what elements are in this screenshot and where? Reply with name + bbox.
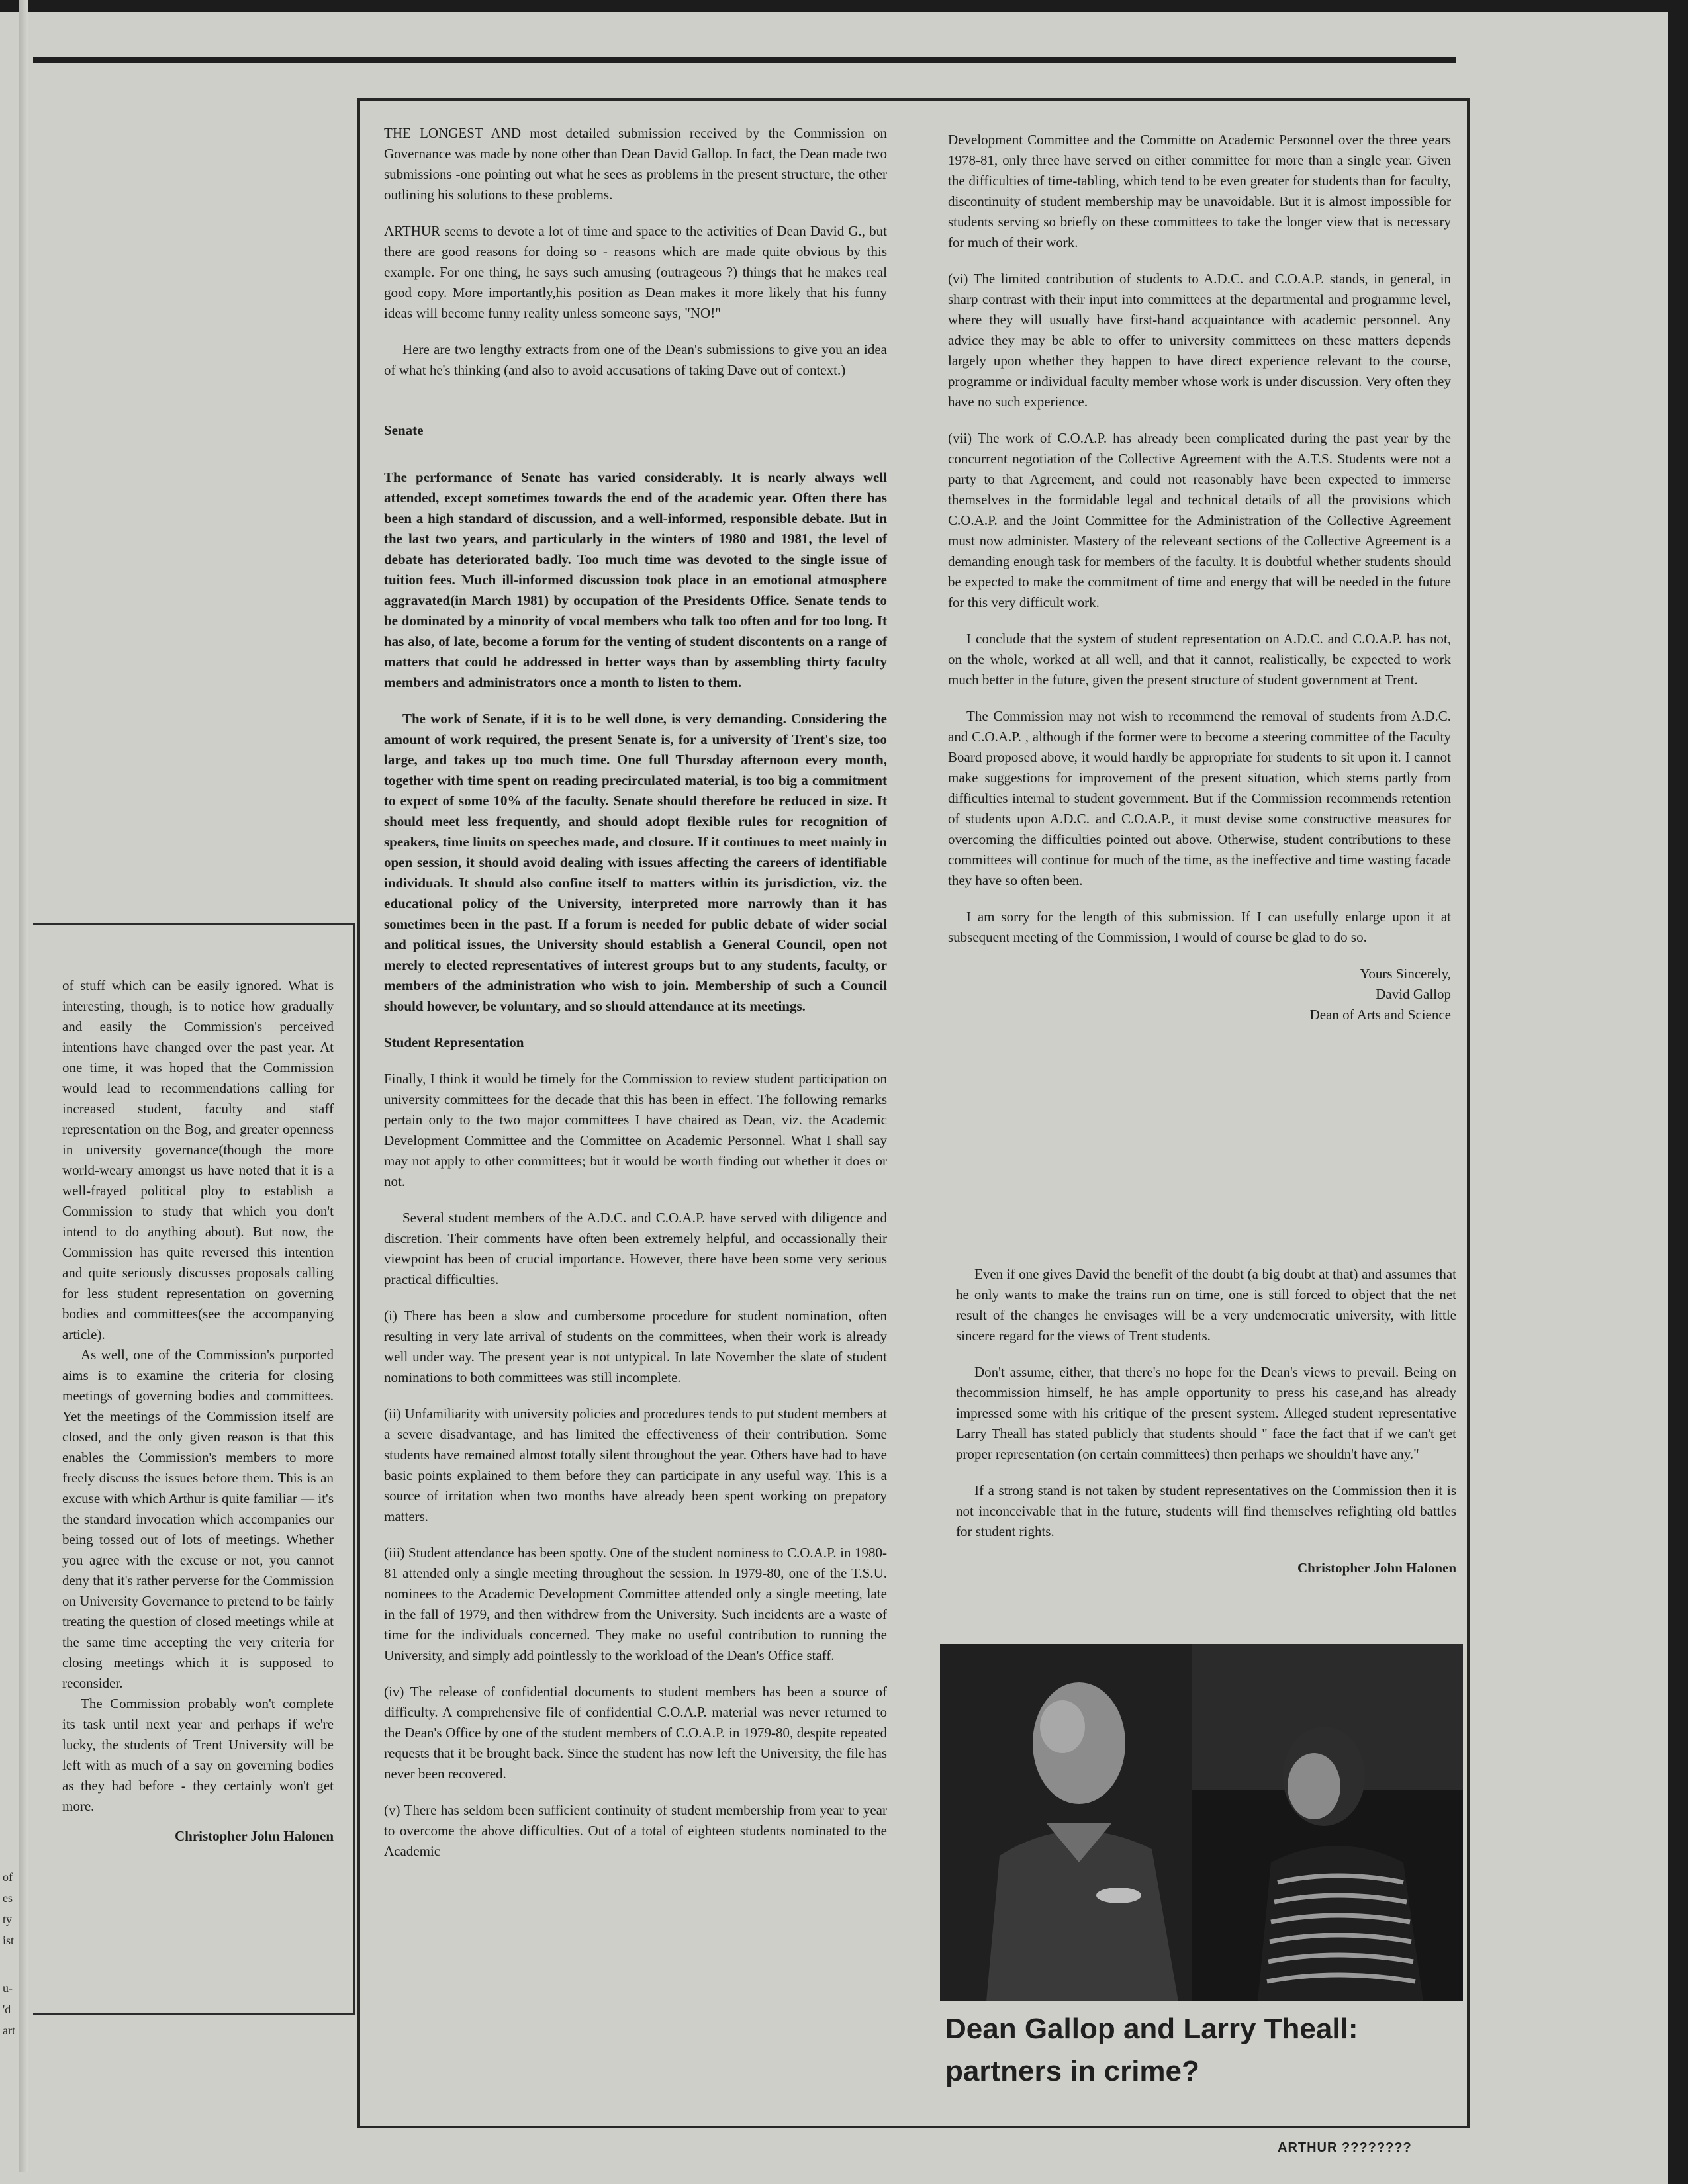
commentary-paragraph: Even if one gives David the benefit of the doubt (a big doubt at that) and assumes that he only wants to make the trains run on time, one is still forced to object that the net result of the changes he envisages will be a very undemocratic university, with little sincere regard for the views of Trent students. xyxy=(956,1266,1456,1343)
sidebar-byline: Christopher John Halonen xyxy=(175,1828,334,1844)
signoff-line: David Gallop xyxy=(1376,986,1451,1002)
senate-paragraph: The performance of Senate has varied considerably. It is nearly always well attended, except sometimes towards the end of the academic year. Often there has been a high standard of discussion, and a well-informed, responsible debate. But in the last two years, and particularly in the winters of 1980 and 1981, the level of debate has deteriorated badly. Too much time was devoted to the single issue of tuition fees. Much ill-informed discussion took place in an emotional atmosphere aggravated(in March 1981) by occupation of the Presidents Office. Senate tends to be dominated by a minority of vocal members who talk too often and for too long. It has also, of late, become a forum for the venting of student discontents on a range of matters that could be addressed in better ways than by assembling thirty faculty members and administrators once a month to listen to them. xyxy=(384,469,887,690)
page-footer: ARTHUR ???????? xyxy=(1278,2140,1412,2155)
sidebar-column xyxy=(62,976,334,1846)
edge-mark: ty xyxy=(3,1913,13,1926)
student-representation-heading: Student Representation xyxy=(384,1034,524,1050)
column-2-paragraph: I conclude that the system of student representation on A.D.C. and C.O.A.P. has not, on the whole, worked at all well, and that it cannot, realistically, be expected to work much better in the future, given the present structure of student government at Trent. xyxy=(948,631,1451,688)
column-2-paragraph: The Commission may not wish to recommend the removal of students from A.D.C. and C.O.A.P. , although if the former were to become a steering committee of the Faculty Board proposed above, it would hardly be appropriate for students to sit upon it. I cannot make suggestions for improvement of the present situation, which stems partly from difficulties internal to student government. But if the Commission recommends retention of students upon A.D.C. and C.O.A.P., it must devise some constructive measures for overcoming the difficulties pointed out above. Otherwise, student contributions to these committees will continue for much of the time, as the ineffective and time wasting facade they have so often been. xyxy=(948,708,1451,888)
signoff-line: Dean of Arts and Science xyxy=(1309,1007,1451,1023)
edge-marks xyxy=(3,1866,29,2041)
student-paragraph: (v) There has seldom been sufficient continuity of student membership from year to year to overcome the above difficulties. Out of a total of eighteen students nominated to the Academic xyxy=(384,1802,887,1859)
senate-section xyxy=(384,467,887,1017)
intro-paragraph: THE LONGEST AND most detailed submission received by the Commission on Governance was made by none other than Dean David Gallop. In fact, the Dean made two submissions -one pointing out what he sees as problems in the present structure, the other outlining his solutions to these problems. xyxy=(384,125,887,203)
sidebar-paragraph: As well, one of the Commission's purported aims is to examine the criteria for closing meetings of governing bodies and committees. Yet the meetings of the Commission itself are closed, and the only given reason is that this enables the Commission's members to more freely discuss the issues before them. This is an excuse with which Arthur is quite familiar — it's the standard invocation which accompanies our being tossed out of lots of meetings. Whether you agree with the excuse or not, you cannot deny that it's rather perverse for the Commission on University Governance to pretend to be fairly treating the question of closed meetings while at the same time accepting the very criteria for closing meetings which it is supposed to reconsider. xyxy=(62,1347,334,1691)
student-paragraph: (ii) Unfamiliarity with university policies and procedures tends to put student members at a severe disadvantage, and has limited the effectiveness of their contribution. Some students have remained almost totally silent throughout the year. Others have had to have basic points explained to them before they can participate in any useful way. This is a source of irritation when two months have already been spent working on prepatory matters. xyxy=(384,1406,887,1524)
edge-mark: es xyxy=(3,1891,13,1905)
column-2-paragraph: Development Committee and the Committe on Academic Personnel over the three years 1978-81, only three have served on either committee for more than a single year. Given the difficulties of time-tabling, which tend to be even greater for students than for faculty, discontinuity of student membership may be unavoidable. But it is almost impossible for students serving so briefly on these committees to take the longer view that is necessary for much of their work. xyxy=(948,132,1451,250)
senate-heading: Senate xyxy=(384,422,424,438)
column-2-paragraph: (vi) The limited contribution of students to A.D.C. and C.O.A.P. stands, in general, in sharp contrast with their input into committees at the departmental and programme level, where they will usually have first-hand acquaintance with academic personnel. Any advice they may be able to offer to university committees on these matters depends largely upon whether they happen to have direct experience relevant to the course, programme or individual faculty member whose work is under discussion. Very often they have no such experience. xyxy=(948,271,1451,410)
column-2-paragraph: (vii) The work of C.O.A.P. has already been complicated during the past year by the concurrent negotiation of the Collective Agreement with the A.T.S. Students were not a party to that Agreement, and could not reasonably have been expected to immerse themselves in the formidable legal and technical details of all the provisions which C.O.A.P. and the Joint Committee for the Administration of the Collective Agreement must now administer. Mastery of the releveant sections of the Collective Agreement is a demanding enough task for members of the faculty. It is doubtful whether students should be expected to make the commitment of time and energy that will be needed in the future for this very difficult work. xyxy=(948,430,1451,610)
edge-mark: ist xyxy=(3,1934,15,1947)
student-paragraph: (iii) Student attendance has been spotty. One of the student nominess to C.O.A.P. in 1980-81 attended only a single meeting throughout the session. In 1979-80, one of the T.S.U. nominees to the Academic Development Committee attended only a single meeting, late in the fall of 1979, and then withdrew from the University. Such incidents are a waste of time for the individuals concerned. They make no useful contribution to running the University, and simply add pointlessly to the workload of the Dean's Office staff. xyxy=(384,1545,887,1663)
signoff-line: Yours Sincerely, xyxy=(1360,966,1451,981)
student-paragraph: (iv) The release of confidential documents to student members has been a source of difficulty. A comprehensive file of confidential C.O.A.P. material was never returned to the Dean's Office by one of the student members of C.O.A.P. in 1979-80, despite repeated requests that it be brought back. Since the student has now left the University, the file has never been recovered. xyxy=(384,1684,887,1782)
edge-mark: of xyxy=(3,1870,13,1884)
student-paragraph: Several student members of the A.D.C. and C.O.A.P. have served with diligence and discretion. Their comments have often been extremely helpful, and occassionally their viewpoint has been of crucial importance. However, there have been some very serious practical difficulties. xyxy=(384,1210,887,1287)
edge-mark: art xyxy=(3,2024,15,2037)
top-rule xyxy=(33,57,1456,63)
signature-block xyxy=(948,964,1451,1025)
intro-paragraph: Here are two lengthy extracts from one of the Dean's submissions to give you an idea of what he's thinking (and also to avoid accusations of taking Dave out of context.) xyxy=(384,341,887,378)
commentary-byline: Christopher John Halonen xyxy=(1297,1560,1456,1576)
column-3 xyxy=(956,1264,1456,1578)
column-2 xyxy=(948,130,1451,1025)
edge-mark: u- xyxy=(3,1981,13,1995)
commentary-paragraph: If a strong stand is not taken by student representatives on the Commission then it is not inconceivable that in the future, students will find themselves refighting old battles for student rights. xyxy=(956,1482,1456,1539)
photo-caption: Dean Gallop and Larry Theall: partners in crime? xyxy=(945,2013,1358,2087)
sidebar-paragraph: of stuff which can be easily ignored. What is interesting, though, is to notice how gradually and easily the Commission's perceived intentions have changed over the past year. At one time, it was hoped that the Commission would lead to recommendations calling for increased student, faculty and staff representation on the Bog, and greater openness in university governance(though the more world-weary amongst us have noted that it is a well-frayed political ploy to establish a Commission to study that which you don't intend to do anything about). But now, the Commission has quite reversed this intention and quite seriously discusses proposals calling for less student representation on governing bodies and committees(see the accompanying article). xyxy=(62,978,334,1342)
student-paragraph: Finally, I think it would be timely for the Commission to review student participation on university committees for the decade that this has been in effect. The following remarks pertain only to the two major committees I have chaired as Dean, viz. the Academic Development Committee and the Committee on Academic Personnel. What I shall say may not apply to other committees; but it would be worth finding out whether it does or not. xyxy=(384,1071,887,1189)
edge-mark: 'd xyxy=(3,2003,11,2016)
photo xyxy=(940,1644,1463,2001)
commentary-paragraph: Don't assume, either, that there's no hope for the Dean's views to prevail. Being on thecommission himself, he has ample opportunity to press his case,and has already impressed some with his critique of the present system. Alleged student representative Larry Theall has stated publicly that students should " face the fact that if we can't get proper representation (on certain committees) then perhaps we shouldn't have any." xyxy=(956,1364,1456,1462)
photo-image xyxy=(940,1644,1463,2001)
senate-paragraph: The work of Senate, if it is to be well done, is very demanding. Considering the amount of work required, the present Senate is, for a university of Trent's size, too large, and takes up too much time. One full Thursday afternoon every month, together with time spent on reading precirculated material, is too big a commitment to expect of some 10% of the faculty. Senate should therefore be reduced in size. It should meet less frequently, and should adopt flexible rules for recognition of speakers, time limits on speeches made, and closure. If it continues to meet mainly in open session, it should avoid dealing with issues affecting the careers of identifiable individuals. It should also confine itself to matters within its jurisdiction, viz. the educational policy of the University, interpreted more narrowly than it has sometimes been in the past. If a forum is needed for public debate of wider social and political issues, the University should establish a General Council, open not merely to elected representatives of interest groups but to any students, faculty, or members of the administration who wish to join. Membership of such a Council should however, be voluntary, and so should attendance at its meetings. xyxy=(384,711,887,1014)
column-2-paragraph: I am sorry for the length of this submission. If I can usefully enlarge upon it at subsequent meeting of the Commission, I would of course be glad to do so. xyxy=(948,909,1451,945)
column-1 xyxy=(384,123,887,1878)
student-paragraph: (i) There has been a slow and cumbersome procedure for student nomination, often resulting in very late arrival of students on the committees, when their work is already well under way. The present year is not untypical. In late November the slate of student nominations to both committees was still incomplete. xyxy=(384,1308,887,1385)
intro-paragraph: ARTHUR seems to devote a lot of time and space to the activities of Dean David G., but there are good reasons for doing so - reasons which are made quite obvious by this example. For one thing, he says such amusing (outrageous ?) things that he makes real good copy. More importantly,his position as Dean makes it more likely that his funny ideas will become funny reality unless someone says, "NO!" xyxy=(384,223,887,321)
sidebar-paragraph: The Commission probably won't complete its task until next year and perhaps if we're lucky, the students of Trent University will be left with as much of a say on governing bodies as they had before - they certainly won't get more. xyxy=(62,1696,334,1814)
page-spine xyxy=(19,0,28,2172)
